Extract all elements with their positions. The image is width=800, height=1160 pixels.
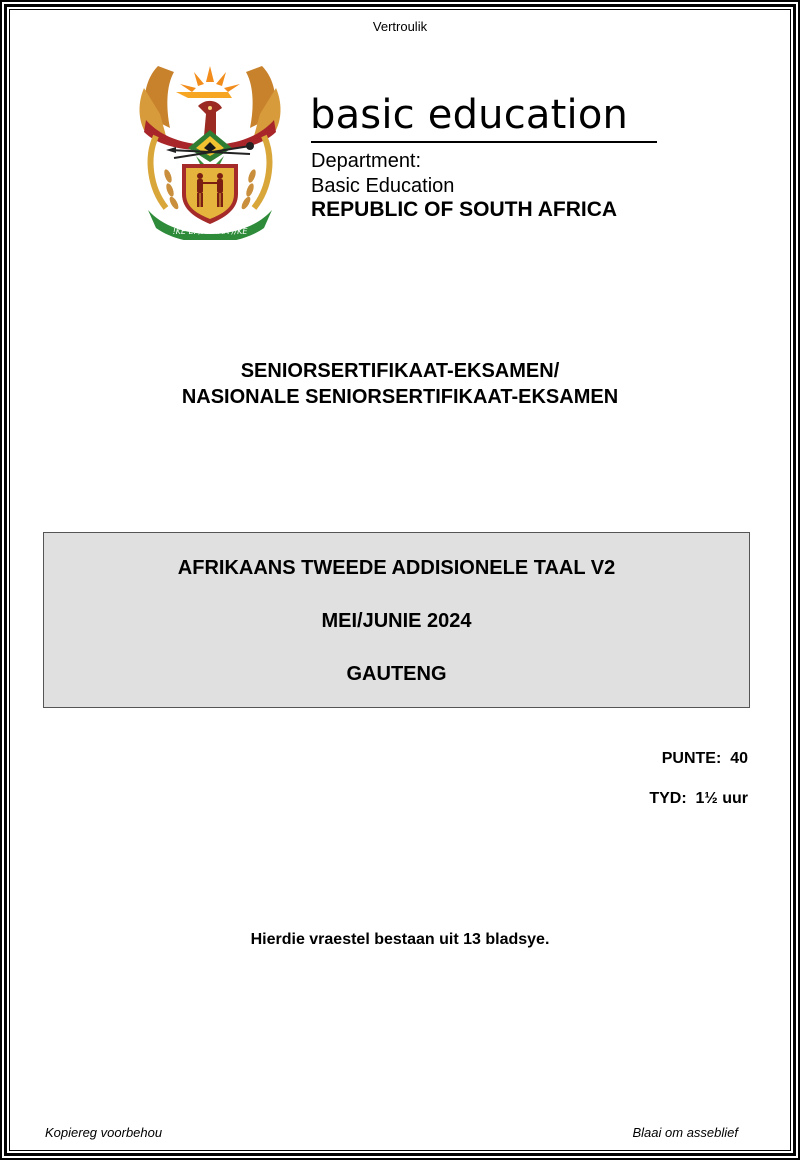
brand-title: basic education xyxy=(310,92,629,138)
subject-title: AFRIKAANS TWEEDE ADDISIONELE TAAL V2 xyxy=(177,557,616,579)
coat-of-arms-logo xyxy=(136,58,284,240)
subject-box xyxy=(43,532,750,708)
department-label: Department: xyxy=(311,150,422,172)
footer-copyright: Kopiereg voorbehou xyxy=(45,1125,163,1140)
time-allowed: TYD: 1½ uur xyxy=(649,790,748,807)
exam-heading-line1: SENIORSERTIFIKAAT-EKSAMEN/ xyxy=(240,360,560,382)
exam-session: MEI/JUNIE 2024 xyxy=(321,610,472,632)
department-name: Basic Education xyxy=(311,175,455,197)
province: GAUTENG xyxy=(346,663,447,685)
page-count-note: Hierdie vraestel bestaan uit 13 bladsye. xyxy=(250,931,550,948)
exam-heading-line2: NASIONALE SENIORSERTIFIKAAT-EKSAMEN xyxy=(181,386,619,408)
country-name: REPUBLIC OF SOUTH AFRICA xyxy=(311,198,618,221)
marks-total: PUNTE: 40 xyxy=(661,750,748,767)
south-africa-coat-of-arms-icon xyxy=(136,58,284,240)
logo-motto: !KE E: /XARRA //KE xyxy=(172,227,248,236)
brand-divider xyxy=(311,141,657,143)
footer-turn-over: Blaai om asseblief xyxy=(632,1125,738,1140)
classification-label: Vertroulik xyxy=(372,19,428,34)
